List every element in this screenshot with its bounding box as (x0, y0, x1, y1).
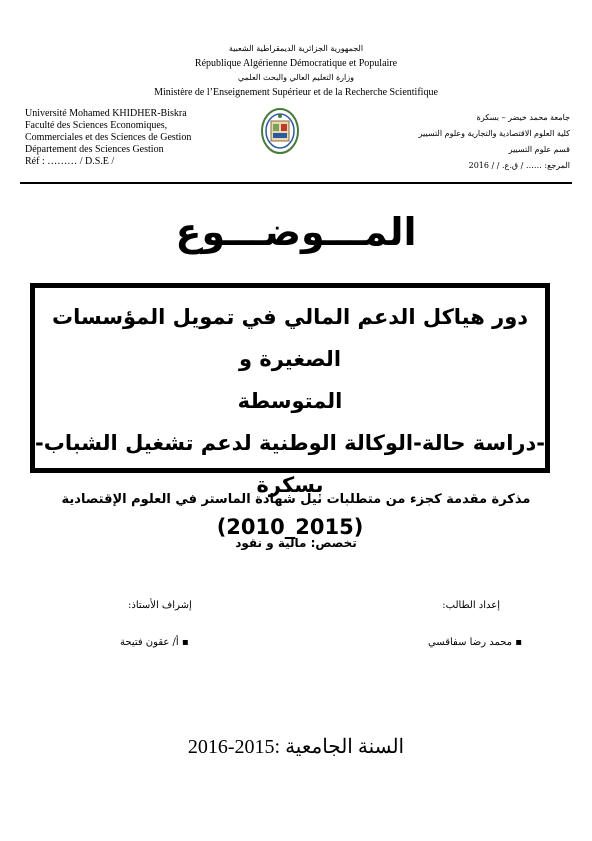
header-divider (20, 182, 572, 184)
country-name-fr: République Algérienne Démocratique et Populaire (194, 58, 398, 69)
department-name-ar: قسم علوم التسيير (508, 145, 570, 154)
university-name-ar: جامعة محمد خيضر – بسكرة (476, 113, 570, 122)
supervisor-name: ▪ أ/ عقون فتيحة (120, 637, 189, 648)
faculty-name-ar: كلية العلوم الاقتصادية والتجارية وعلوم التسيير (418, 129, 570, 138)
specialty: تخصص: مالية و نقود (235, 536, 357, 550)
thesis-title-line1: دور هياكل الدعم المالي في تمويل المؤسسات الصغيرة و (51, 305, 529, 371)
department-name-fr: Département des Sciences Gestion (25, 144, 164, 155)
student-name: ▪ محمد رضا سفاقسي (427, 637, 522, 648)
supervisor-label: إشراف الأستاذ: (128, 600, 192, 611)
thesis-title-line4: (2015_2010) (216, 515, 364, 539)
memo-description: مذكرة مقدمة كجزء من متطلبات نيل شهادة الماستر في العلوم الإقتصادية (61, 492, 531, 507)
university-logo-icon (260, 107, 300, 155)
thesis-title-line2: المتوسطة (237, 389, 343, 413)
faculty-name-fr-line2: Commerciales et des Sciences de Gestion (25, 132, 192, 143)
ministry-name-fr: Ministère de l’Enseignement Supérieur et de la Recherche Scientifique (154, 87, 438, 98)
reference-fr: Réf : ……… / D.S.E / (25, 156, 115, 167)
country-name-ar: الجمهورية الجزائرية الديمقراطية الشعبية (228, 44, 364, 53)
reference-ar: المرجع: …… / ق.ع. / / 2016 (468, 161, 570, 170)
student-label: إعداد الطالب: (442, 600, 500, 611)
academic-year: السنة الجامعية :2015-2016 (187, 736, 405, 758)
thesis-title-line3: -دراسة حالة-الوكالة الوطنية لدعم تشغيل الشباب-بسكرة (35, 431, 545, 497)
university-name-fr: Université Mohamed KHIDHER-Biskra (25, 108, 187, 119)
faculty-name-fr-line1: Faculté des Sciences Economiques, (25, 120, 168, 131)
ministry-name-ar: وزارة التعليم العالي والبحث العلمي (238, 73, 354, 82)
institution-info-ar (360, 110, 570, 174)
institution-info-fr (25, 108, 191, 168)
subject-heading: المـــوضـــوع (175, 210, 417, 254)
